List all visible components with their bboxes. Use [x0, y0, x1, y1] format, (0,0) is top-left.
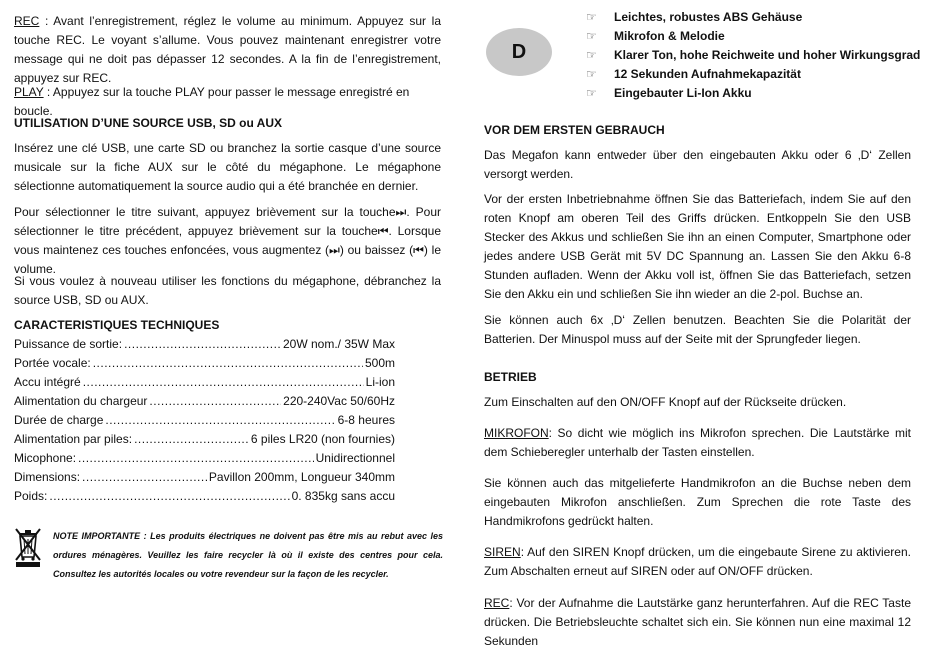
first-use-paragraph-1: Das Megafon kann entweder über den eingebauten Akku oder 6 ‚D‘ Zellen versorgt werden. [484, 148, 911, 181]
betrieb-paragraph: Zum Einschalten auf den ON/OFF Knopf auf der Rückseite drücken. [484, 395, 847, 409]
rec-paragraph-fr [14, 12, 441, 88]
spec-value: 0. 835kg sans accu [291, 489, 395, 503]
spec-label: Poids: [14, 489, 48, 503]
hand-mic-paragraph: Sie können auch das mitgelieferte Handmikrofon an die Buchse neben dem eingebauten Mikrofon anschließen. Zum Sprechen die rote Taste des Handmikrofons gedrückt halten. [484, 476, 911, 528]
first-use-paragraph-2: Vor der ersten Inbetriebnahme öffnen Sie das Batteriefach, indem Sie auf den roten Knopf am oberen Teil des Griffs drücken. Entkoppeln Sie den USB Stecker des Akkus und schließen Sie ihn an einen Computer, Smartphone oder jedes andere USB Gerät mit 5V DC Spannung an. Lassen Sie den Akku 6-8 Stunden aufladen. Wenn der Akku voll ist, öffnen Sie das Batteriefach, setzen Sie den Akku ein und schließen Sie ihn wieder an die 2-pol. Buchse an. [484, 192, 911, 301]
siren-label: SIREN [484, 545, 521, 559]
spec-row [14, 411, 395, 430]
pointing-hand-icon: ☞ [586, 86, 597, 100]
spec-value: 6 piles LR20 (non fournies) [250, 432, 395, 446]
spec-row [14, 430, 395, 449]
spec-label: Portée vocale: [14, 356, 91, 370]
spec-value: 6-8 heures [337, 413, 395, 427]
spec-value: Pavillon 200mm, Longueur 340mm [208, 470, 395, 484]
rec-paragraph-de [484, 594, 911, 651]
leader-dots [83, 373, 364, 392]
feature-text: Leichtes, robustes ABS Gehäuse [614, 10, 803, 24]
spec-label: Alimentation par piles: [14, 432, 133, 446]
rec-label-fr: REC [14, 14, 40, 28]
leader-dots [134, 430, 249, 449]
betrieb-heading: BETRIEB [484, 370, 537, 384]
rec-text-de: : Vor der Aufnahme die Lautstärke ganz herunterfahren. Auf die REC Taste drücken. Die Betriebsleuchte schaltet sich ein. Sie können nun eine maximal 12 Sekunden [484, 596, 911, 648]
leader-dots [149, 392, 281, 411]
usb-paragraph-3: Si vous voulez à nouveau utiliser les fonctions du mégaphone, débranchez la source USB, SD ou AUX. [14, 274, 441, 307]
spec-value: Unidirectionnel [315, 451, 395, 465]
usb-paragraph-1: Insérez une clé USB, une carte SD ou branchez la sortie casque d’une source musicale sur la fiche AUX sur le côté du mégaphone. Le mégaphone sélectionne automatiquement la source audio qui a été branchée en dernier. [14, 141, 441, 193]
spec-value: 500m [364, 356, 395, 370]
list-item [586, 65, 801, 84]
feature-text: Mikrofon & Melodie [614, 29, 725, 43]
spec-value: Li-ion [365, 375, 395, 389]
pointing-hand-icon: ☞ [586, 48, 597, 62]
feature-text: Klarer Ton, hohe Reichweite und hoher Wirkungsgrad [614, 48, 921, 62]
language-badge: D [486, 28, 552, 76]
spec-row [14, 392, 395, 411]
rec-label-de: REC [484, 596, 510, 610]
list-item [586, 84, 752, 103]
leader-dots [78, 449, 314, 468]
spec-row [14, 487, 395, 506]
usb-heading: UTILISATION D’UNE SOURCE USB, SD ou AUX [14, 116, 283, 130]
play-text-fr: : Appuyez sur la touche PLAY pour passer le message enregistré en boucle. [14, 85, 410, 118]
spec-label: Dimensions: [14, 470, 81, 484]
siren-paragraph [484, 543, 911, 581]
rec-text-fr: : Avant l’enregistrement, réglez le volume au minimum. Appuyez sur la touche REC. Le voyant s’allume. Vous pouvez maintenant enregistrer votre message qui ne doit pas dépasser 12 secondes. A la fin de l’enregistrement, appuyez sur REC. [14, 14, 441, 85]
spec-row [14, 468, 395, 487]
pointing-hand-icon: ☞ [586, 29, 597, 43]
spec-value: 220-240Vac 50/60Hz [283, 394, 395, 408]
spec-label: Micophone: [14, 451, 77, 465]
mikrofon-label: MIKROFON [484, 426, 549, 440]
leader-dots [93, 354, 363, 373]
list-item [586, 46, 920, 65]
feature-text: Eingebauter Li-Ion Akku [614, 86, 752, 100]
first-use-paragraph-3: Sie können auch 6x ‚D‘ Zellen benutzen. Beachten Sie die Polarität der Batterien. Der Minuspol muss auf der Seite mit der Sprungfeder liegen. [484, 313, 911, 346]
siren-text: : Auf den SIREN Knopf drücken, um die eingebaute Sirene zu aktivieren. Zum Abschalten erneut auf SIREN oder auf ON/OFF drücken. [484, 545, 911, 578]
list-item [586, 27, 725, 46]
weee-crossed-bin-icon [14, 527, 42, 567]
first-use-heading: VOR DEM ERSTEN GEBRAUCH [484, 123, 665, 137]
play-label-fr: PLAY [14, 85, 44, 99]
leader-dots [124, 335, 281, 354]
spec-heading: CARACTERISTIQUES TECHNIQUES [14, 318, 220, 332]
spec-label: Accu intégré [14, 375, 81, 389]
leader-dots [105, 411, 335, 430]
leader-dots [82, 468, 207, 487]
usb-paragraph-2: Pour sélectionner le titre suivant, appuyez brièvement sur la touche⏭. Pour sélectionner le titre précédent, appuyez brièvement sur la touche⏮. Lorsque vous maintenez ces touches enfoncées, vous augmentez (⏭) ou baissez (⏮) le volume. [14, 205, 441, 276]
recycling-note: NOTE IMPORTANTE : Les produits électriques ne doivent pas être mis au rebut avec les ordures ménagères. Veuillez les faire recycler là où il existe des centres pour cela. Consultez les autorités locales ou votre revendeur sur la façon de les recycler. [53, 531, 443, 579]
leader-dots [49, 487, 289, 506]
spec-row [14, 335, 395, 354]
spec-value: 20W nom./ 35W Max [282, 337, 395, 351]
spec-row [14, 354, 395, 373]
spec-label: Puissance de sortie: [14, 337, 123, 351]
feature-text: 12 Sekunden Aufnahmekapazität [614, 67, 801, 81]
spec-row [14, 449, 395, 468]
spec-label: Durée de charge [14, 413, 104, 427]
spec-label: Alimentation du chargeur [14, 394, 148, 408]
mikrofon-paragraph [484, 424, 911, 462]
list-item [586, 8, 802, 27]
pointing-hand-icon: ☞ [586, 67, 597, 81]
pointing-hand-icon: ☞ [586, 10, 597, 24]
mikrofon-text: : So dicht wie möglich ins Mikrofon sprechen. Die Lautstärke mit dem Schieberegler unterhalb der Tasten einstellen. [484, 426, 911, 459]
spec-row [14, 373, 395, 392]
